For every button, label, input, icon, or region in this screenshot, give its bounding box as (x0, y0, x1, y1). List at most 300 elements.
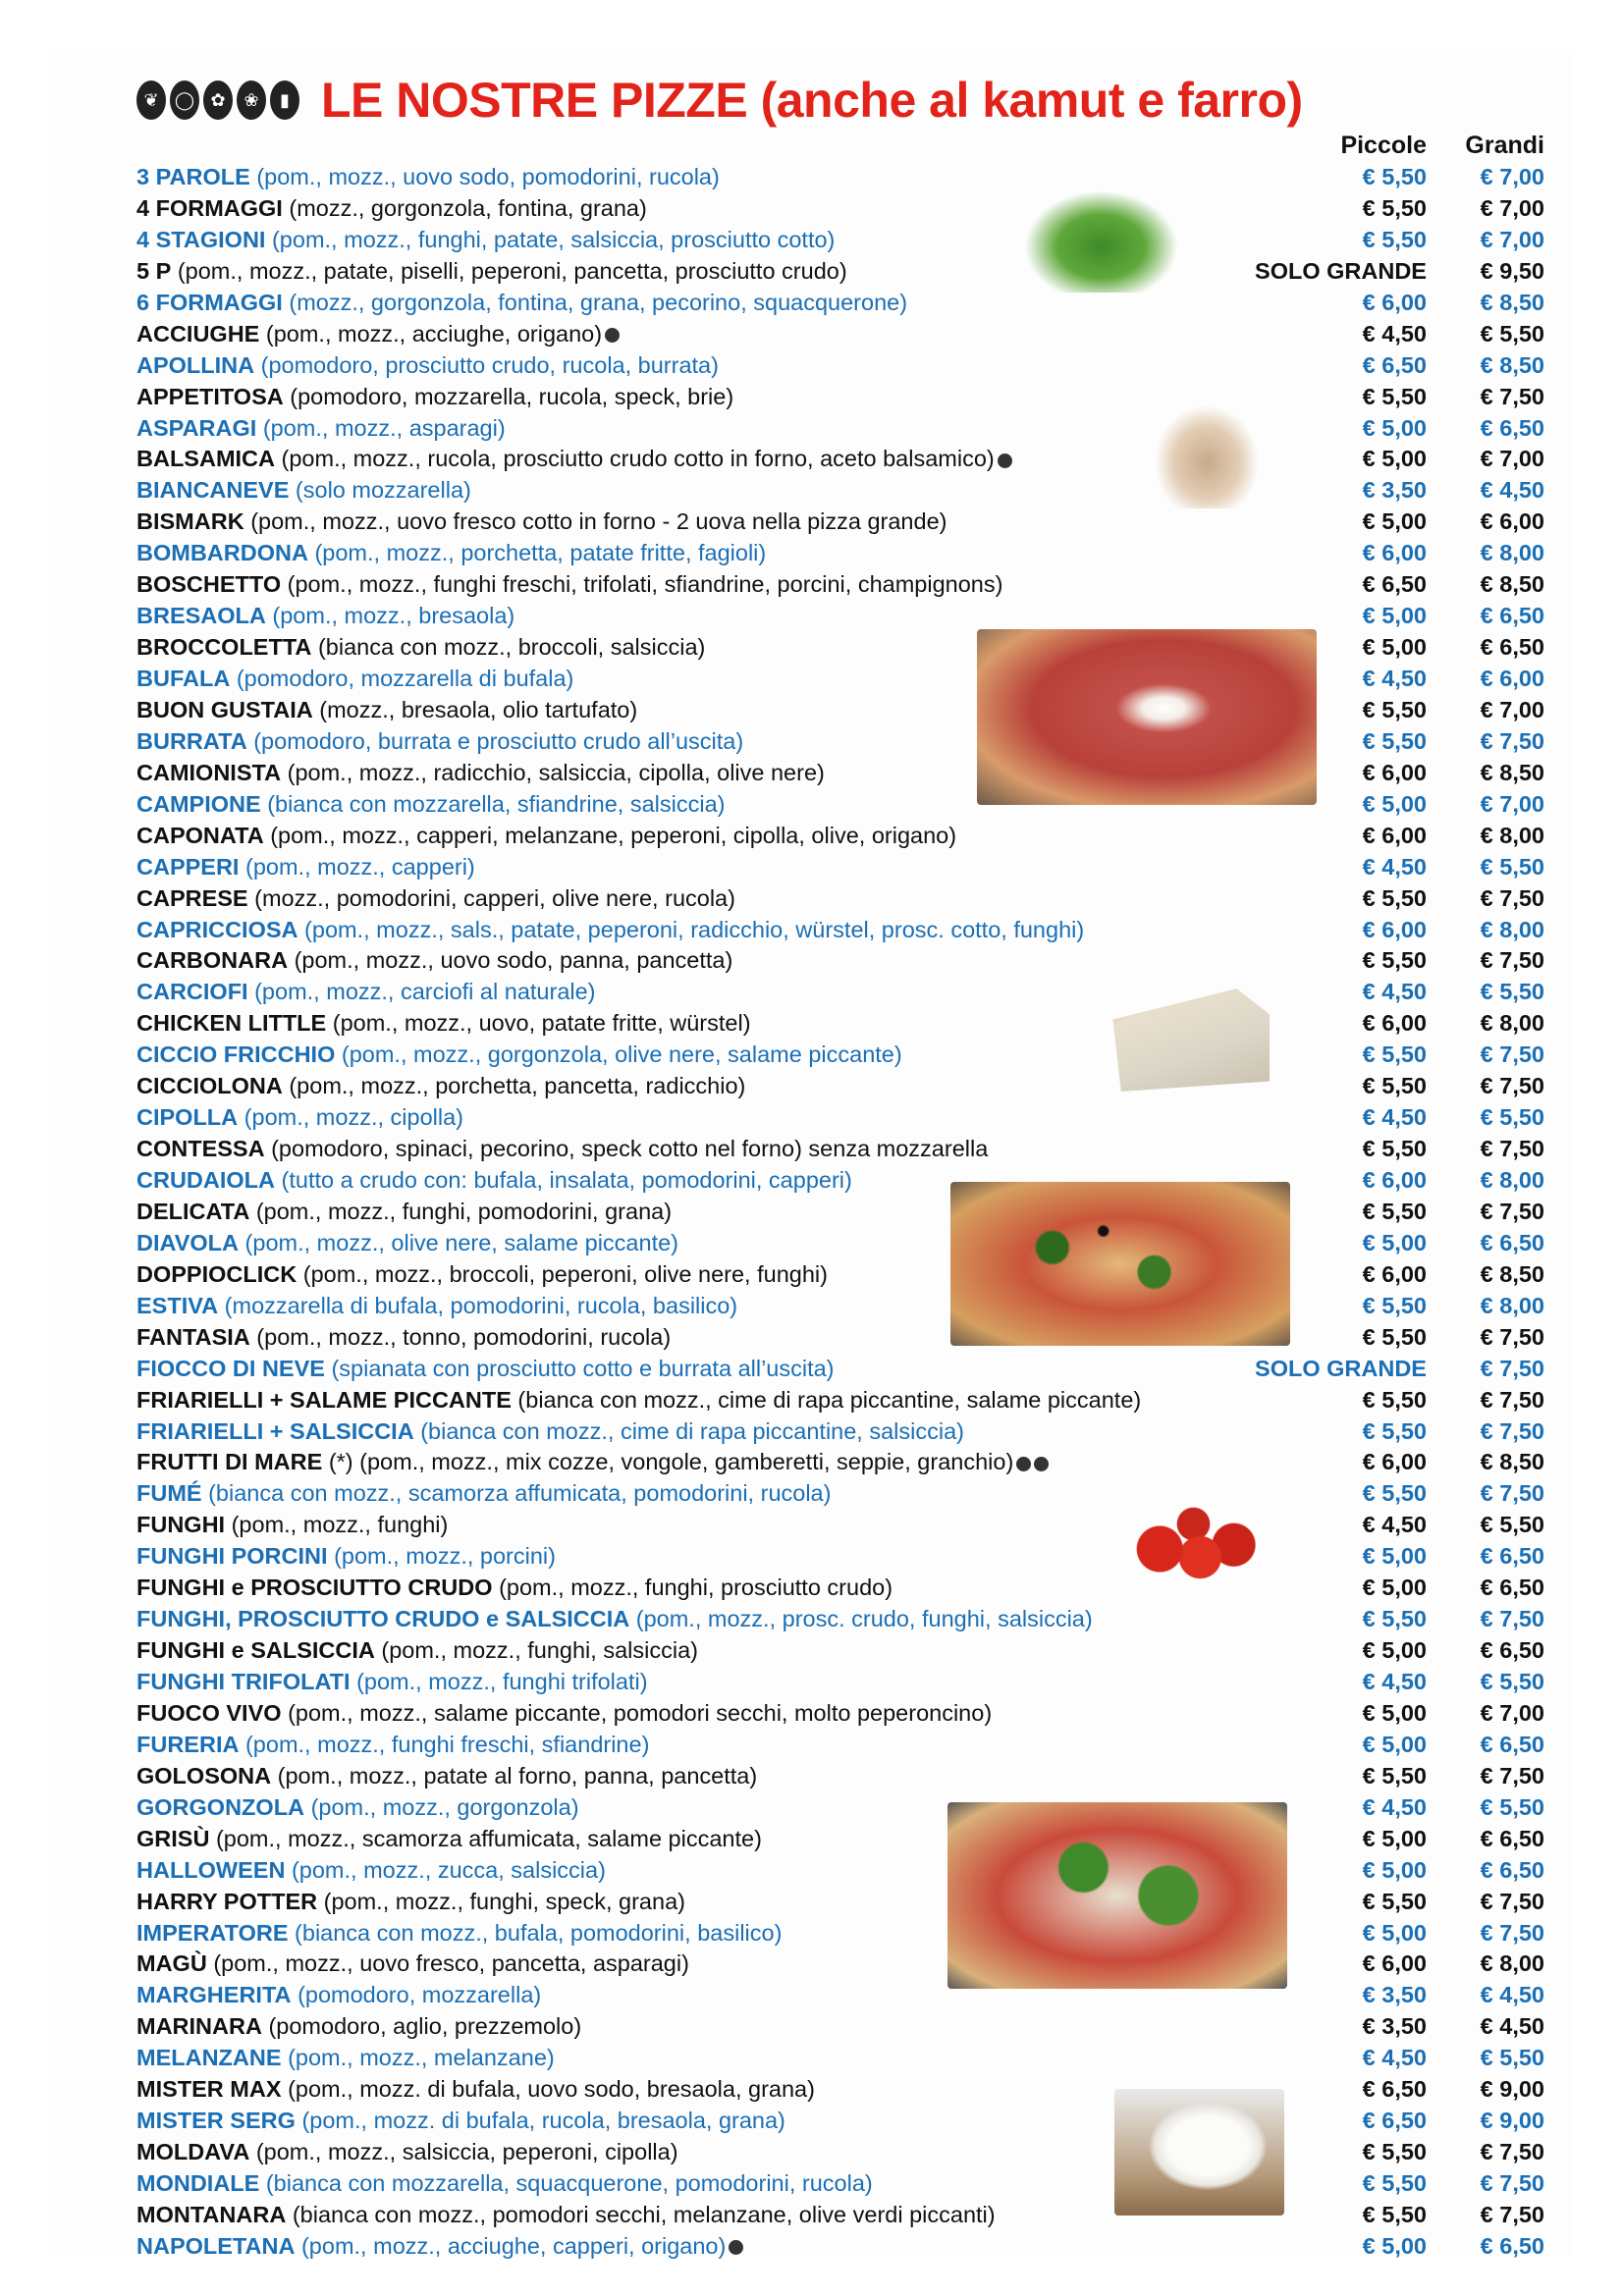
price-small: € 6,00 (1362, 1950, 1427, 1977)
pizza-name: FUNGHI, PROSCIUTTO CRUDO e SALSICCIA (136, 1606, 630, 1632)
menu-item (136, 1291, 1550, 1322)
price-small: € 5,50 (1362, 947, 1427, 974)
pizza-name: HARRY POTTER (136, 1888, 318, 1914)
price-large: € 7,50 (1480, 1355, 1544, 1381)
price-small: € 5,50 (1362, 2201, 1427, 2227)
price-large: € 8,50 (1480, 289, 1544, 315)
pizza-description: (pomodoro, prosciutto crudo, rucola, burrata) (260, 351, 719, 378)
price-small: € 5,00 (1362, 603, 1427, 629)
menu-item (136, 1447, 1550, 1478)
menu-item (136, 664, 1550, 695)
pizza-name: GOLOSONA (136, 1762, 272, 1789)
pizza-description: (bianca con mozz., scamorza affumicata, pomodorini, rucola) (208, 1480, 832, 1507)
menu-item (136, 2200, 1550, 2231)
pizza-description: (pom., mozz., salame piccante, pomodori secchi, molto peperoncino) (288, 1699, 993, 1726)
menu-item (136, 1918, 1550, 1949)
pizza-name: FRIARIELLI + SALAME PICCANTE (136, 1386, 512, 1413)
pizza-name: FUMÉ (136, 1480, 202, 1507)
pizza-description: (bianca con mozz., broccoli, salsiccia) (317, 634, 706, 661)
menu-item (136, 256, 1550, 288)
menu-item (136, 1980, 1550, 2011)
menu-item (136, 1698, 1550, 1730)
pizza-name: MAGÙ (136, 1950, 207, 1977)
pizza-name: BUFALA (136, 666, 231, 691)
menu-item (136, 2231, 1550, 2263)
menu-item (136, 193, 1550, 225)
price-small: € 5,50 (1362, 194, 1427, 221)
menu-item (136, 1761, 1550, 1792)
rucola-pizza-image (947, 1802, 1287, 1989)
menu-item (136, 852, 1550, 883)
price-large: € 9,00 (1480, 2108, 1544, 2134)
pizza-description: (mozzarella di bufala, pomodorini, rucola, basilico) (224, 1292, 738, 1318)
pizza-description: (pomodoro, aglio, prezzemolo) (268, 2013, 582, 2040)
pizza-description: (pom., mozz., sals., patate, peperoni, radicchio, würstel, prosc. cotto, funghi) (304, 916, 1085, 942)
pizza-name: MISTER MAX (136, 2076, 282, 2103)
pizza-description: (pom., mozz., porcini) (334, 1543, 556, 1570)
price-large: € 7,50 (1480, 1073, 1544, 1099)
price-small: € 5,50 (1362, 1041, 1427, 1068)
menu-item (136, 1071, 1550, 1102)
price-large: € 5,50 (1480, 2045, 1544, 2071)
price-large: € 7,00 (1480, 1699, 1544, 1726)
pizza-description: (pom., mozz., capperi, melanzane, peperoni, cipolla, olive, origano) (270, 822, 957, 848)
price-large: € 5,50 (1480, 320, 1544, 347)
price-small: € 4,50 (1362, 1793, 1427, 1820)
pizza-description: (pom., mozz., patate al forno, panna, pancetta) (277, 1762, 758, 1789)
pizza-description: (pom., mozz., carciofi al naturale) (254, 979, 596, 1005)
pizza-name: FRUTTI DI MARE (136, 1449, 323, 1475)
pizza-description: (pom., mozz., uovo fresco, pancetta, asparagi) (213, 1950, 689, 1977)
pizza-name: FUNGHI (136, 1512, 226, 1538)
price-small: € 5,50 (1362, 1762, 1427, 1789)
price-small: € 5,50 (1362, 1386, 1427, 1413)
pizza-name: FUNGHI e SALSICCIA (136, 1637, 375, 1664)
pizza-name: FANTASIA (136, 1323, 250, 1350)
price-small: € 5,00 (1362, 1856, 1427, 1883)
pizza-description: (pom., mozz., funghi freschi, sfiandrine) (244, 1731, 650, 1757)
price-small: € 6,50 (1362, 571, 1427, 598)
pizza-description: (pom., mozz., capperi) (245, 853, 475, 880)
price-small: € 6,00 (1362, 916, 1427, 942)
prosciutto-pizza-image (977, 629, 1317, 805)
price-large: € 7,50 (1480, 1198, 1544, 1224)
menu-item (136, 945, 1550, 977)
allergen-icons (136, 80, 299, 120)
pizza-description: (bianca con mozz., cime di rapa piccantine, salsiccia) (420, 1417, 964, 1444)
menu-item (136, 538, 1550, 569)
pizza-description: (pomodoro, mozzarella, rucola, speck, brie) (290, 383, 734, 409)
pizza-name: CIPOLLA (136, 1104, 239, 1131)
menu-item (136, 1541, 1550, 1573)
price-small: € 5,00 (1362, 1731, 1427, 1757)
price-small: € 6,50 (1362, 2108, 1427, 2134)
pizza-name: BURRATA (136, 727, 247, 754)
menu-item (136, 319, 1550, 350)
pizza-name: MOLDAVA (136, 2139, 250, 2165)
pizza-description: (pom., mozz., rucola, prosciutto crudo cotto in forno, aceto balsamico) (281, 446, 995, 472)
pizza-description: (bianca con mozz., bufala, pomodorini, basilico) (295, 1919, 783, 1946)
menu-header (136, 69, 1303, 132)
price-small: € 4,50 (1362, 1104, 1427, 1131)
price-small: € 5,50 (1362, 884, 1427, 911)
pizza-description: (pom., mozz., zucca, salsiccia) (291, 1856, 606, 1883)
price-large: € 9,50 (1480, 257, 1544, 284)
pizza-name: MISTER SERG (136, 2108, 296, 2134)
price-large: € 7,50 (1480, 1041, 1544, 1068)
price-small: € 5,50 (1362, 696, 1427, 722)
pizza-name: CARCIOFI (136, 979, 248, 1005)
price-large: € 7,50 (1480, 1386, 1544, 1413)
menu-item (136, 507, 1550, 538)
menu-item (136, 288, 1550, 319)
pizza-description: (pom., mozz., uovo sodo, pomodorini, rucola) (256, 164, 720, 189)
pizza-name: BRESAOLA (136, 603, 266, 629)
price-large: € 7,00 (1480, 696, 1544, 722)
price-large: € 7,00 (1480, 446, 1544, 472)
price-small: € 4,50 (1362, 2045, 1427, 2071)
menu-item (136, 1667, 1550, 1698)
menu-item (136, 695, 1550, 726)
pizza-name: CARBONARA (136, 947, 289, 974)
pizza-description: (pom., mozz., cipolla) (243, 1104, 463, 1131)
menu-item (136, 1478, 1550, 1510)
broccoli-pizza-image (950, 1182, 1290, 1346)
menu-item (136, 1604, 1550, 1635)
menu-item (136, 350, 1550, 382)
price-large: € 7,50 (1480, 1136, 1544, 1162)
price-small: € 5,00 (1362, 414, 1427, 441)
price-large: € 7,50 (1480, 1417, 1544, 1444)
price-small: € 5,00 (1362, 1637, 1427, 1664)
price-small: € 6,50 (1362, 2076, 1427, 2103)
egg-icon: ◯ (170, 80, 199, 120)
price-large: € 6,50 (1480, 603, 1544, 629)
pizza-name: BOSCHETTO (136, 571, 282, 598)
pizza-name: BISMARK (136, 508, 244, 535)
price-large: € 5,50 (1480, 979, 1544, 1005)
menu-item (136, 162, 1550, 193)
pizza-description: (pom., mozz., prosc. crudo, funghi, salsiccia) (635, 1606, 1093, 1632)
price-small: € 6,00 (1362, 1260, 1427, 1287)
pizza-description: (mozz., gorgonzola, fontina, grana) (289, 194, 647, 221)
price-small: € 5,50 (1362, 2139, 1427, 2165)
pizza-description: (pom., mozz., uovo sodo, panna, pancetta) (294, 947, 733, 974)
price-small: € 5,50 (1362, 1198, 1427, 1224)
menu-item (136, 789, 1550, 821)
price-large: € 7,50 (1480, 1323, 1544, 1350)
price-small: € 5,00 (1362, 1543, 1427, 1570)
pizza-description: (pom., mozz., funghi, speck, grana) (323, 1888, 685, 1914)
price-large: € 7,00 (1480, 194, 1544, 221)
pizza-description: (pomodoro, spinaci, pecorino, speck cotto nel forno) senza mozzarella (271, 1136, 989, 1162)
price-small: € 6,50 (1362, 351, 1427, 378)
price-large: € 6,00 (1480, 508, 1544, 535)
price-large: € 7,50 (1480, 1480, 1544, 1507)
menu-item (136, 883, 1550, 915)
price-large: € 7,50 (1480, 727, 1544, 754)
pizza-description: (pom., mozz., acciughe, origano) (265, 320, 603, 347)
price-small: € 5,00 (1362, 790, 1427, 817)
pizza-name: CAMIONISTA (136, 759, 282, 785)
menu-item (136, 726, 1550, 758)
price-small: € 3,50 (1362, 477, 1427, 504)
price-small: € 6,00 (1362, 540, 1427, 566)
pizza-name: FIOCCO DI NEVE (136, 1355, 325, 1381)
price-small: € 5,00 (1362, 2232, 1427, 2259)
pizza-description: (pom., mozz., patate, piselli, peperoni, pancetta, prosciutto crudo) (177, 257, 847, 284)
pizza-description: (pom., mozz., broccoli, peperoni, olive nere, funghi) (302, 1260, 828, 1287)
pizza-name: BROCCOLETTA (136, 634, 312, 661)
menu-item (136, 569, 1550, 601)
menu-item (136, 1228, 1550, 1259)
pizza-name: CAPRICCIOSA (136, 916, 298, 942)
menu-item (136, 1134, 1550, 1165)
menu-item (136, 1385, 1550, 1416)
pizza-description: (pomodoro, mozzarella di bufala) (236, 666, 574, 691)
menu-item (136, 444, 1550, 475)
price-large: € 7,50 (1480, 1606, 1544, 1632)
menu-item (136, 1008, 1550, 1040)
pizza-description: (pom., mozz., funghi freschi, trifolati, sfiandrine, porcini, champignons) (287, 571, 1003, 598)
pizza-description: (pom., mozz., tonno, pomodorini, rucola) (256, 1323, 672, 1350)
menu-item (136, 2011, 1550, 2043)
menu-item (136, 1197, 1550, 1228)
menu-item (136, 1887, 1550, 1918)
pizza-name: MONDIALE (136, 2170, 260, 2196)
nuts-icon: ✿ (203, 80, 233, 120)
price-large: € 8,00 (1480, 1010, 1544, 1037)
pizza-description: (pom., mozz., porchetta, pancetta, radicchio) (289, 1073, 746, 1099)
price-small: € 5,50 (1362, 1136, 1427, 1162)
milk-icon: ▮ (270, 80, 299, 120)
pizza-description: (pom., mozz. di bufala, rucola, bresaola, grana) (301, 2108, 785, 2134)
price-large: € 7,50 (1480, 383, 1544, 409)
pizza-name: FURERIA (136, 1731, 240, 1757)
price-large: € 6,50 (1480, 1543, 1544, 1570)
price-large: € 6,50 (1480, 1825, 1544, 1851)
pizza-description: (bianca con mozzarella, squacquerone, pomodorini, rucola) (265, 2170, 873, 2196)
pizza-name: DOPPIOCLICK (136, 1260, 298, 1287)
price-large: € 4,50 (1480, 477, 1544, 504)
pizza-name: CAPONATA (136, 822, 264, 848)
pizza-description: (pom., mozz. di bufala, uovo sodo, bresaola, grana) (288, 2076, 815, 2103)
price-large: € 5,50 (1480, 853, 1544, 880)
pizza-description: (pomodoro, mozzarella) (298, 1982, 542, 2008)
pizza-description: (mozz., gorgonzola, fontina, grana, pecorino, squacquerone) (289, 289, 908, 315)
price-small: € 5,50 (1362, 164, 1427, 189)
pizza-name: MARGHERITA (136, 1982, 292, 2008)
pizza-name: CONTESSA (136, 1136, 265, 1162)
price-small: € 5,50 (1362, 1480, 1427, 1507)
pizza-description: (pom., mozz., funghi) (231, 1512, 449, 1538)
pizza-name: FUNGHI e PROSCIUTTO CRUDO (136, 1575, 493, 1601)
menu-item (136, 1573, 1550, 1604)
price-small: € 4,50 (1362, 666, 1427, 691)
menu-item (136, 1855, 1550, 1887)
price-small: € 4,50 (1362, 853, 1427, 880)
price-large: € 8,50 (1480, 1449, 1544, 1475)
pizza-name: FUNGHI TRIFOLATI (136, 1669, 351, 1694)
price-large: € 8,00 (1480, 822, 1544, 848)
pizza-name: APOLLINA (136, 351, 255, 378)
price-large: € 8,00 (1480, 1950, 1544, 1977)
price-small: € 5,50 (1362, 1323, 1427, 1350)
pizza-name: GORGONZOLA (136, 1793, 305, 1820)
menu-item (136, 1635, 1550, 1667)
pizza-name: DIAVOLA (136, 1229, 240, 1255)
column-header-small: Piccole (1340, 132, 1427, 159)
pizza-name: MONTANARA (136, 2201, 287, 2227)
column-header-large: Grandi (1465, 132, 1544, 159)
wheat-icon: ❦ (136, 80, 166, 120)
price-large: € 7,50 (1480, 2139, 1544, 2165)
pizza-description: (pom., mozz., porchetta, patate fritte, fagioli) (314, 540, 767, 566)
price-large: € 6,50 (1480, 1637, 1544, 1664)
menu-item (136, 977, 1550, 1008)
price-large: € 7,50 (1480, 2170, 1544, 2196)
pizza-description: (pom., mozz., scamorza affumicata, salame piccante) (215, 1825, 762, 1851)
price-large: € 6,50 (1480, 1856, 1544, 1883)
pizza-name: CAPPERI (136, 853, 240, 880)
menu-item (136, 1102, 1550, 1134)
pizza-name: BALSAMICA (136, 446, 275, 472)
pizza-name: ESTIVA (136, 1292, 219, 1318)
pizza-description: (mozz., bresaola, olio tartufato) (319, 696, 638, 722)
pizza-name: CHICKEN LITTLE (136, 1010, 327, 1037)
pizza-description: (pom., mozz., funghi, pomodorini, grana) (255, 1198, 673, 1224)
solo-grande-label: SOLO GRANDE (1255, 1355, 1427, 1381)
pizza-description: (pom., mozz., bresaola) (272, 603, 515, 629)
pizza-description: (pom., mozz., uovo fresco cotto in forno - 2 uova nella pizza grande) (250, 508, 947, 535)
pizza-description: (bianca con mozz., pomodori secchi, melanzane, olive verdi piccanti) (292, 2201, 996, 2227)
price-large: € 7,50 (1480, 1888, 1544, 1914)
price-large: € 8,50 (1480, 351, 1544, 378)
price-large: € 7,50 (1480, 884, 1544, 911)
price-large: € 7,00 (1480, 226, 1544, 252)
price-small: € 5,50 (1362, 1888, 1427, 1914)
menu-item (136, 1949, 1550, 1980)
menu-item (136, 2043, 1550, 2074)
price-large: € 5,50 (1480, 1793, 1544, 1820)
menu-item (136, 821, 1550, 852)
pizza-description: (pom., mozz., melanzane) (288, 2045, 555, 2071)
price-large: € 6,50 (1480, 1229, 1544, 1255)
pizza-description: (bianca con mozzarella, sfiandrine, salsiccia) (267, 790, 726, 817)
price-small: € 3,50 (1362, 1982, 1427, 2008)
price-large: € 8,50 (1480, 571, 1544, 598)
pizza-description: (pom., mozz., gorgonzola) (310, 1793, 579, 1820)
pizza-description: (pom., mozz., funghi, patate, salsiccia, prosciutto cotto) (271, 226, 836, 252)
pizza-name: FUOCO VIVO (136, 1699, 282, 1726)
menu-item (136, 2137, 1550, 2168)
price-small: € 5,00 (1362, 1919, 1427, 1946)
price-small: € 5,00 (1362, 508, 1427, 535)
celery-icon: ❀ (237, 80, 266, 120)
pizza-description: (pom., mozz., olive nere, salame piccante) (244, 1229, 678, 1255)
menu-item (136, 2106, 1550, 2137)
price-large: € 4,50 (1480, 1982, 1544, 2008)
fish-allergen-icon (729, 2240, 743, 2255)
pizza-name: 4 FORMAGGI (136, 194, 283, 221)
menu-item (136, 1165, 1550, 1197)
menu-item (136, 2074, 1550, 2106)
menu-item (136, 632, 1550, 664)
price-large: € 7,50 (1480, 1762, 1544, 1789)
price-small: € 5,00 (1362, 1825, 1427, 1851)
tomatoes-image (1126, 1499, 1261, 1582)
pizza-name: HALLOWEEN (136, 1856, 286, 1883)
price-large: € 8,50 (1480, 1260, 1544, 1287)
price-small: € 5,00 (1362, 634, 1427, 661)
pizza-name: BUON GUSTAIA (136, 696, 313, 722)
price-large: € 6,50 (1480, 414, 1544, 441)
price-small: € 5,00 (1362, 1575, 1427, 1601)
pizza-description: (pom., mozz., uovo, patate fritte, würstel) (332, 1010, 751, 1037)
menu-item (136, 475, 1550, 507)
crustaceans-allergen-icon (1034, 1457, 1049, 1471)
menu-item (136, 1730, 1550, 1761)
pizza-description: (spianata con prosciutto cotto e burrata all’uscita) (331, 1355, 835, 1381)
menu-item (136, 1792, 1550, 1824)
pizza-name: 6 FORMAGGI (136, 289, 283, 315)
pizza-name: CICCIOLONA (136, 1073, 283, 1099)
price-large: € 6,50 (1480, 634, 1544, 661)
price-small: € 4,50 (1362, 1669, 1427, 1694)
pizza-description: (tutto a crudo con: bufala, insalata, pomodorini, capperi) (281, 1167, 852, 1193)
price-small: € 4,50 (1362, 320, 1427, 347)
sulphites-allergen-icon (998, 454, 1012, 468)
pizza-name: FRIARIELLI + SALSICCIA (136, 1417, 414, 1444)
price-small: € 3,50 (1362, 2013, 1427, 2040)
pizza-name: MARINARA (136, 2013, 262, 2040)
price-large: € 8,00 (1480, 1292, 1544, 1318)
menu-item (136, 915, 1550, 946)
pizza-name: BOMBARDONA (136, 540, 308, 566)
price-large: € 6,00 (1480, 666, 1544, 691)
price-small: € 5,50 (1362, 2170, 1427, 2196)
pizza-description: (mozz., pomodorini, capperi, olive nere, rucola) (254, 884, 735, 911)
mozzarella-image (1114, 2089, 1284, 2216)
pizza-description: (pom., mozz., radicchio, salsiccia, cipolla, olive nere) (287, 759, 825, 785)
price-small: € 5,00 (1362, 1229, 1427, 1255)
menu-item (136, 382, 1550, 413)
menu-item (136, 1259, 1550, 1291)
menu-item (136, 1824, 1550, 1855)
price-small: € 5,50 (1362, 1606, 1427, 1632)
price-small: € 6,00 (1362, 289, 1427, 315)
pizza-description: (pom., mozz., asparagi) (262, 414, 506, 441)
price-small: € 6,00 (1362, 1167, 1427, 1193)
pizza-list (136, 162, 1550, 2263)
price-large: € 7,00 (1480, 164, 1544, 189)
menu-item (136, 1416, 1550, 1448)
pizza-name: CAMPIONE (136, 790, 261, 817)
price-small: € 5,50 (1362, 383, 1427, 409)
price-small: € 6,00 (1362, 1449, 1427, 1475)
price-large: € 5,50 (1480, 1669, 1544, 1694)
price-large: € 5,50 (1480, 1104, 1544, 1131)
pizza-name: CRUDAIOLA (136, 1167, 275, 1193)
pizza-description: (pomodoro, burrata e prosciutto crudo all’uscita) (253, 727, 744, 754)
molluscs-allergen-icon (1016, 1457, 1031, 1471)
menu-item (136, 601, 1550, 632)
pizza-name: CAPRESE (136, 884, 248, 911)
price-small: € 5,50 (1362, 1073, 1427, 1099)
pizza-description: (pom., mozz., gorgonzola, olive nere, salame piccante) (341, 1041, 902, 1068)
pizza-description: (bianca con mozz., cime di rapa piccantine, salame piccante) (517, 1386, 1142, 1413)
price-small: € 6,00 (1362, 1010, 1427, 1037)
